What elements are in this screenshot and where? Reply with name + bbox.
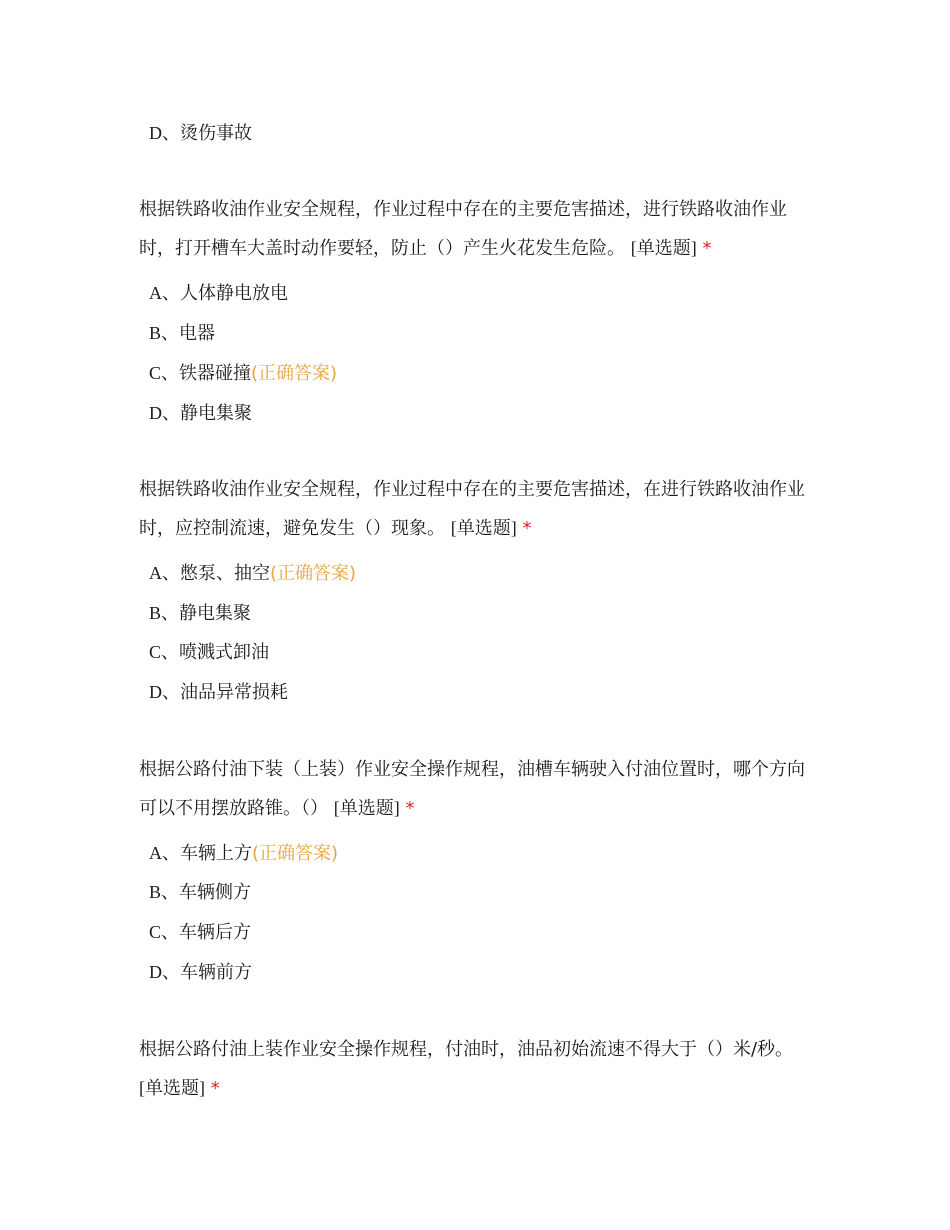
option-item <box>149 601 251 626</box>
option-text: 烫伤事故 <box>180 123 252 144</box>
question-text <box>139 751 819 828</box>
option-text: 车辆上方 <box>180 843 252 864</box>
question-type: [单选题] <box>333 798 400 818</box>
required-mark: * <box>405 798 415 819</box>
option-item <box>149 361 337 386</box>
option-letter: C、 <box>149 363 180 383</box>
option-text: 车辆后方 <box>179 922 252 943</box>
option-item <box>149 841 338 866</box>
option-item <box>149 321 215 346</box>
option-text: 静电集聚 <box>180 403 252 424</box>
correct-answer-tag: (正确答案) <box>270 563 357 584</box>
option-text: 喷溅式卸油 <box>179 642 270 663</box>
option-letter: A、 <box>149 283 180 303</box>
option-item <box>149 640 269 665</box>
option-letter: D、 <box>149 682 180 702</box>
question-type: [单选题] <box>630 238 697 258</box>
question-body: 根据公路付油上装作业安全操作规程，付油时，油品初始流速不得大于（）米/秒。 <box>139 1039 794 1060</box>
option-item <box>149 561 356 586</box>
option-item <box>149 880 251 905</box>
option-letter: B、 <box>149 882 180 902</box>
correct-answer-tag: (正确答案) <box>251 363 338 384</box>
option-item <box>149 281 288 306</box>
option-letter: C、 <box>149 922 180 942</box>
option-item <box>149 121 252 146</box>
question-body: 根据公路付油下装（上装）作业安全操作规程，油槽车辆驶入付油位置时，哪个方向可以不用摆放路锥。（） <box>139 759 805 819</box>
question-body: 根据铁路收油作业安全规程，作业过程中存在的主要危害描述，在进行铁路收油作业时，应控制流速，避免发生（）现象。 <box>139 479 805 539</box>
correct-answer-tag: (正确答案) <box>252 843 339 864</box>
option-letter: D、 <box>149 403 180 423</box>
option-text: 人体静电放电 <box>180 283 288 304</box>
option-text: 静电集聚 <box>179 603 252 624</box>
option-text: 电器 <box>179 323 216 344</box>
option-text: 铁器碰撞 <box>179 363 252 384</box>
question-text <box>139 1031 819 1108</box>
question-body: 根据铁路收油作业安全规程，作业过程中存在的主要危害描述，进行铁路收油作业时，打开槽车大盖时动作要轻，防止（）产生火花发生危险。 <box>139 199 787 259</box>
option-text: 车辆侧方 <box>179 882 252 903</box>
question-type: [单选题] <box>139 1078 205 1098</box>
option-text: 车辆前方 <box>180 962 252 983</box>
required-mark: * <box>702 238 712 259</box>
required-mark: * <box>522 518 532 539</box>
option-letter: B、 <box>149 323 180 343</box>
option-item <box>149 960 252 985</box>
option-letter: A、 <box>149 563 180 583</box>
question-type: [单选题] <box>450 518 517 538</box>
option-item <box>149 920 251 945</box>
question-text <box>139 471 819 548</box>
option-letter: D、 <box>149 123 180 143</box>
option-text: 油品异常损耗 <box>180 682 288 703</box>
option-item <box>149 680 288 705</box>
option-text: 憋泵、抽空 <box>180 563 270 584</box>
question-text <box>139 191 819 268</box>
required-mark: * <box>210 1078 220 1099</box>
option-letter: D、 <box>149 962 180 982</box>
option-item <box>149 401 252 426</box>
option-letter: B、 <box>149 603 180 623</box>
option-letter: A、 <box>149 843 180 863</box>
option-letter: C、 <box>149 642 180 662</box>
